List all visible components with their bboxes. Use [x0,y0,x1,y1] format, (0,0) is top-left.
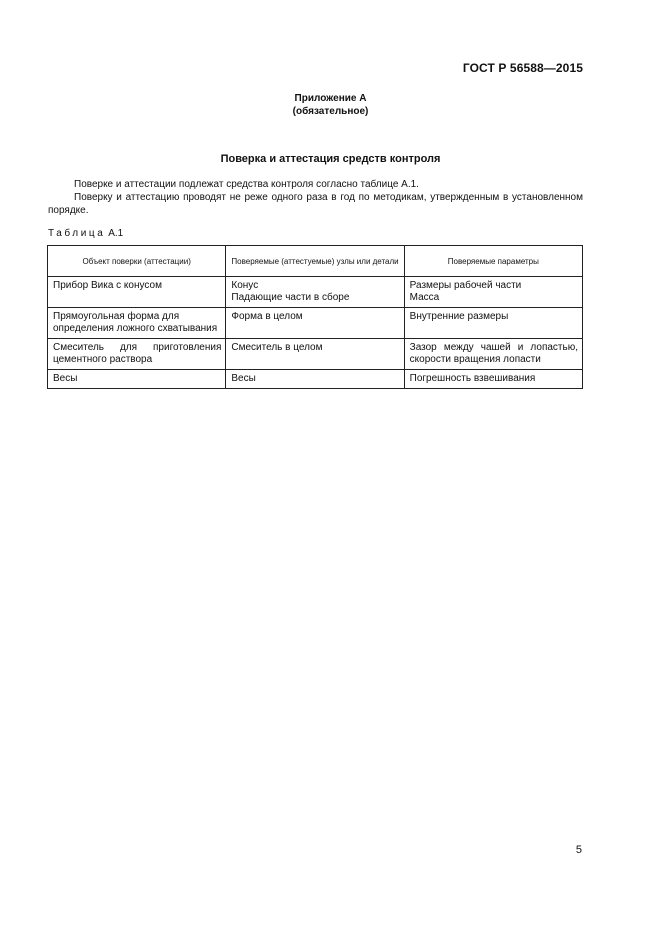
appendix-title: Приложение А [294,93,367,104]
page-number: 5 [575,844,582,856]
table-row [48,277,583,308]
cell-parts [226,277,404,308]
cell-text: Конус [231,280,259,291]
cell-text: Прямоугольная форма для определения ложного схватывания [53,311,218,334]
cell-text: Падающие части в сборе [231,292,350,303]
column-header-params: Поверяемые параметры [404,246,582,277]
document-code: ГОСТ Р 56588—2015 [462,61,583,75]
cell-parts [226,370,404,389]
body-text [48,178,583,217]
cell-params [404,339,582,370]
column-header-parts: Поверяемые (аттестуемые) узлы или детали [226,246,404,277]
cell-text: Смеситель в целом [231,342,323,353]
table-caption [48,228,123,239]
cell-text: Весы [53,373,78,384]
cell-text: Смеситель для приготовления цементного раствора [53,342,222,365]
appendix-status: (обязательное) [292,106,369,117]
cell-object [48,308,226,339]
cell-text: Форма в целом [231,311,303,322]
column-header-object: Объект поверки (аттестации) [48,246,226,277]
cell-text: Внутренние размеры [409,311,509,322]
cell-text: Погрешность взвешивания [409,373,536,384]
cell-object [48,339,226,370]
table-caption-word: Таблица [48,228,106,239]
table-header-row [48,246,583,277]
verification-table [47,245,583,389]
table-row [48,370,583,389]
cell-parts [226,308,404,339]
cell-params [404,308,582,339]
cell-text: Зазор между чашей и лопастью, скорости вращения лопасти [409,342,578,365]
section-title: Поверка и аттестация средств контроля [220,153,441,165]
cell-text: Масса [409,292,440,303]
cell-params [404,370,582,389]
cell-text: Весы [231,373,256,384]
cell-text: Прибор Вика с конусом [53,280,162,291]
cell-text: Размеры рабочей части [409,280,522,291]
cell-object [48,370,226,389]
paragraph: Поверке и аттестации подлежат средства контроля согласно таблице А.1. [74,179,419,190]
cell-object [48,277,226,308]
appendix-heading [0,92,661,118]
table-row [48,339,583,370]
cell-params [404,277,582,308]
table-caption-number: А.1 [108,228,124,239]
table-row [48,308,583,339]
cell-parts [226,339,404,370]
paragraph: Поверку и аттестацию проводят не реже одного раза в год по методикам, утвержденным в установленном порядке. [48,192,583,216]
